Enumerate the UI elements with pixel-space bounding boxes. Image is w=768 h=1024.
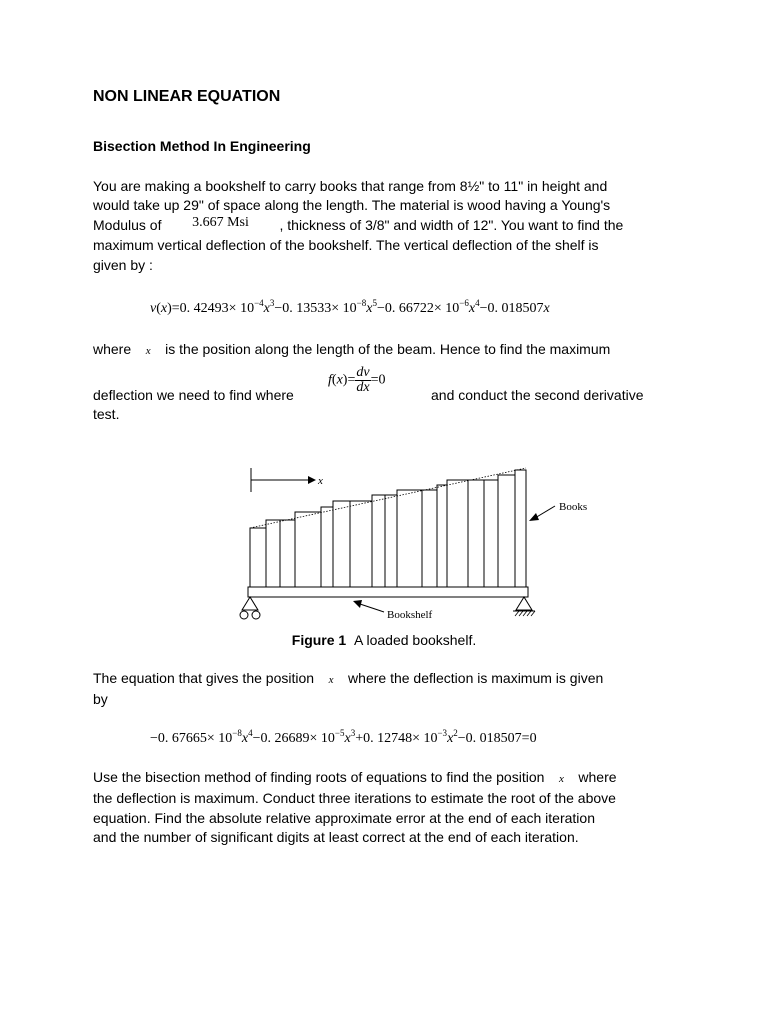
book — [280, 520, 295, 587]
eq-term: −0. 66722× 10 — [376, 301, 460, 316]
eq-symbol: x — [543, 301, 550, 316]
book — [498, 475, 515, 587]
text-line: the deflection is maximum. Conduct three iterations to estimate the root of the above — [93, 790, 616, 807]
eq-symbol: x — [344, 731, 351, 746]
eq-term: +0. 12748× 10 — [355, 731, 438, 746]
text-fragment: is the position along the length of the beam. Hence to find the maximum — [165, 341, 611, 357]
book — [484, 480, 498, 587]
book — [295, 512, 321, 587]
modulus-value: 3.667 Msi — [192, 214, 249, 230]
books-leader-line — [535, 506, 555, 518]
book — [422, 490, 437, 587]
derivative-paragraph — [93, 340, 683, 361]
book — [515, 470, 526, 587]
book — [385, 495, 397, 587]
max-deflection-equation — [150, 728, 537, 747]
variable-x: x — [328, 674, 334, 686]
text-line — [93, 768, 683, 789]
text-line: equation. Find the absolute relative approximate error at the end of each iteration — [93, 809, 595, 826]
book — [350, 501, 372, 587]
text-line: would take up 29" of space along the length. The material is wood having a Young's — [93, 197, 611, 214]
text-line: by — [93, 691, 108, 708]
eq-exponent: −8 — [356, 298, 367, 308]
book — [250, 528, 266, 587]
problem-paragraph — [93, 177, 683, 275]
eq-term: =0. 42493× 10 — [171, 301, 255, 316]
derivative-equation: f(x)= $\frac{dv}{dx}$ =0 — [328, 365, 386, 395]
text-fragment: Modulus of — [93, 216, 162, 233]
eq-term: −0. 018507 — [479, 301, 544, 316]
eq-exponent: 2 — [453, 728, 458, 738]
eq-symbol: f — [328, 372, 332, 388]
books-leader-arrow — [529, 513, 539, 521]
text-fragment: The equation that gives the position — [93, 670, 315, 686]
derivative-fraction — [355, 366, 370, 395]
eq-exponent: 4 — [248, 728, 253, 738]
text-line: test. — [93, 406, 120, 423]
position-paragraph — [93, 669, 683, 710]
text-fragment: where — [578, 769, 617, 785]
eq-term: −0. 26689× 10 — [252, 731, 335, 746]
eq-symbol: x — [241, 731, 249, 746]
fraction-denominator — [355, 381, 370, 395]
text-fragment: deflection we need to find where — [93, 387, 294, 403]
eq-exponent: 3 — [350, 728, 356, 738]
eq-exponent: −6 — [459, 298, 469, 308]
axis-label: x — [318, 475, 323, 487]
shelf-board — [248, 587, 528, 597]
eq-exponent: −4 — [254, 298, 264, 308]
eq-symbol: dx — [356, 380, 370, 395]
text-fragment: where the deflection is maximum is given — [348, 670, 604, 686]
roller-support — [242, 597, 258, 610]
eq-symbol: dv — [356, 365, 370, 380]
eq-symbol: x — [263, 301, 270, 316]
eq-exponent: 4 — [475, 298, 480, 308]
caption-label: Figure 1 — [291, 632, 347, 648]
eq-symbol: x — [336, 372, 343, 388]
section-heading: Bisection Method In Engineering — [93, 138, 311, 154]
text-fragment: , thickness of 3/8" and width of 12". You want to find the — [279, 216, 624, 233]
deflection-equation: v(x)=0. $42493\times 10^{-4}x^3-0$. $13533\times 10^{-8}x^5-0$. $66722\times 10^{-6}x^4-0$. 018507x — [150, 298, 550, 316]
roller-wheel — [240, 611, 248, 619]
eq-exponent: −8 — [232, 728, 242, 738]
book — [333, 501, 350, 587]
books-group — [250, 470, 526, 587]
book — [397, 490, 422, 587]
book — [321, 507, 333, 587]
text-line — [93, 340, 683, 361]
variable-x: x — [558, 773, 564, 785]
books-label: Books — [559, 501, 588, 513]
eq-exponent: −3 — [437, 728, 448, 738]
variable-x: x — [145, 345, 151, 357]
bookshelf-figure — [230, 458, 610, 630]
fraction-numerator — [355, 366, 370, 381]
figure-caption — [0, 632, 768, 648]
text-fragment: and conduct the second derivative — [431, 387, 644, 403]
axis-arrow-head — [308, 476, 316, 484]
book — [372, 495, 385, 587]
book — [447, 480, 468, 587]
shelf-leader-line — [360, 604, 384, 612]
eq-exponent: 3 — [269, 298, 275, 308]
text-line: given by : — [93, 256, 153, 273]
text-line: You are making a bookshelf to carry books that range from 8½" to 11" in height and — [93, 178, 608, 194]
text-line — [93, 669, 683, 690]
eq-term: =0 — [370, 372, 386, 388]
pin-support — [516, 597, 532, 610]
text-line: maximum vertical deflection of the bookshelf. The vertical deflection of the shelf is — [93, 237, 599, 254]
task-paragraph — [93, 768, 683, 848]
eq-symbol: v — [150, 301, 157, 316]
eq-term: −0. 13533× 10 — [274, 301, 357, 316]
eq-term: −0. 018507=0 — [457, 731, 537, 746]
eq-exponent: 5 — [372, 298, 377, 308]
book — [266, 520, 280, 587]
eq-exponent: −5 — [334, 728, 345, 738]
caption-text: A loaded bookshelf. — [354, 632, 477, 648]
shelf-leader-arrow — [353, 600, 362, 608]
text-fragment: Use the bisection method of finding roots of equations to find the position — [93, 769, 545, 785]
eq-symbol: x — [447, 731, 454, 746]
eq-symbol: x — [468, 301, 476, 316]
page-title: NON LINEAR EQUATION — [93, 88, 281, 105]
book — [468, 480, 484, 587]
shelf-label: Bookshelf — [387, 609, 433, 621]
text-fragment: where — [93, 341, 132, 357]
eq-term: −0. 67665× 10 — [150, 731, 233, 746]
roller-wheel — [252, 611, 260, 619]
ground-hatch — [515, 611, 535, 616]
eq-symbol: x — [160, 301, 168, 316]
text-line — [93, 216, 683, 236]
eq-symbol: x — [366, 301, 373, 316]
book — [437, 485, 447, 587]
text-line: and the number of significant digits at least correct at the end of each iteration. — [93, 829, 579, 846]
